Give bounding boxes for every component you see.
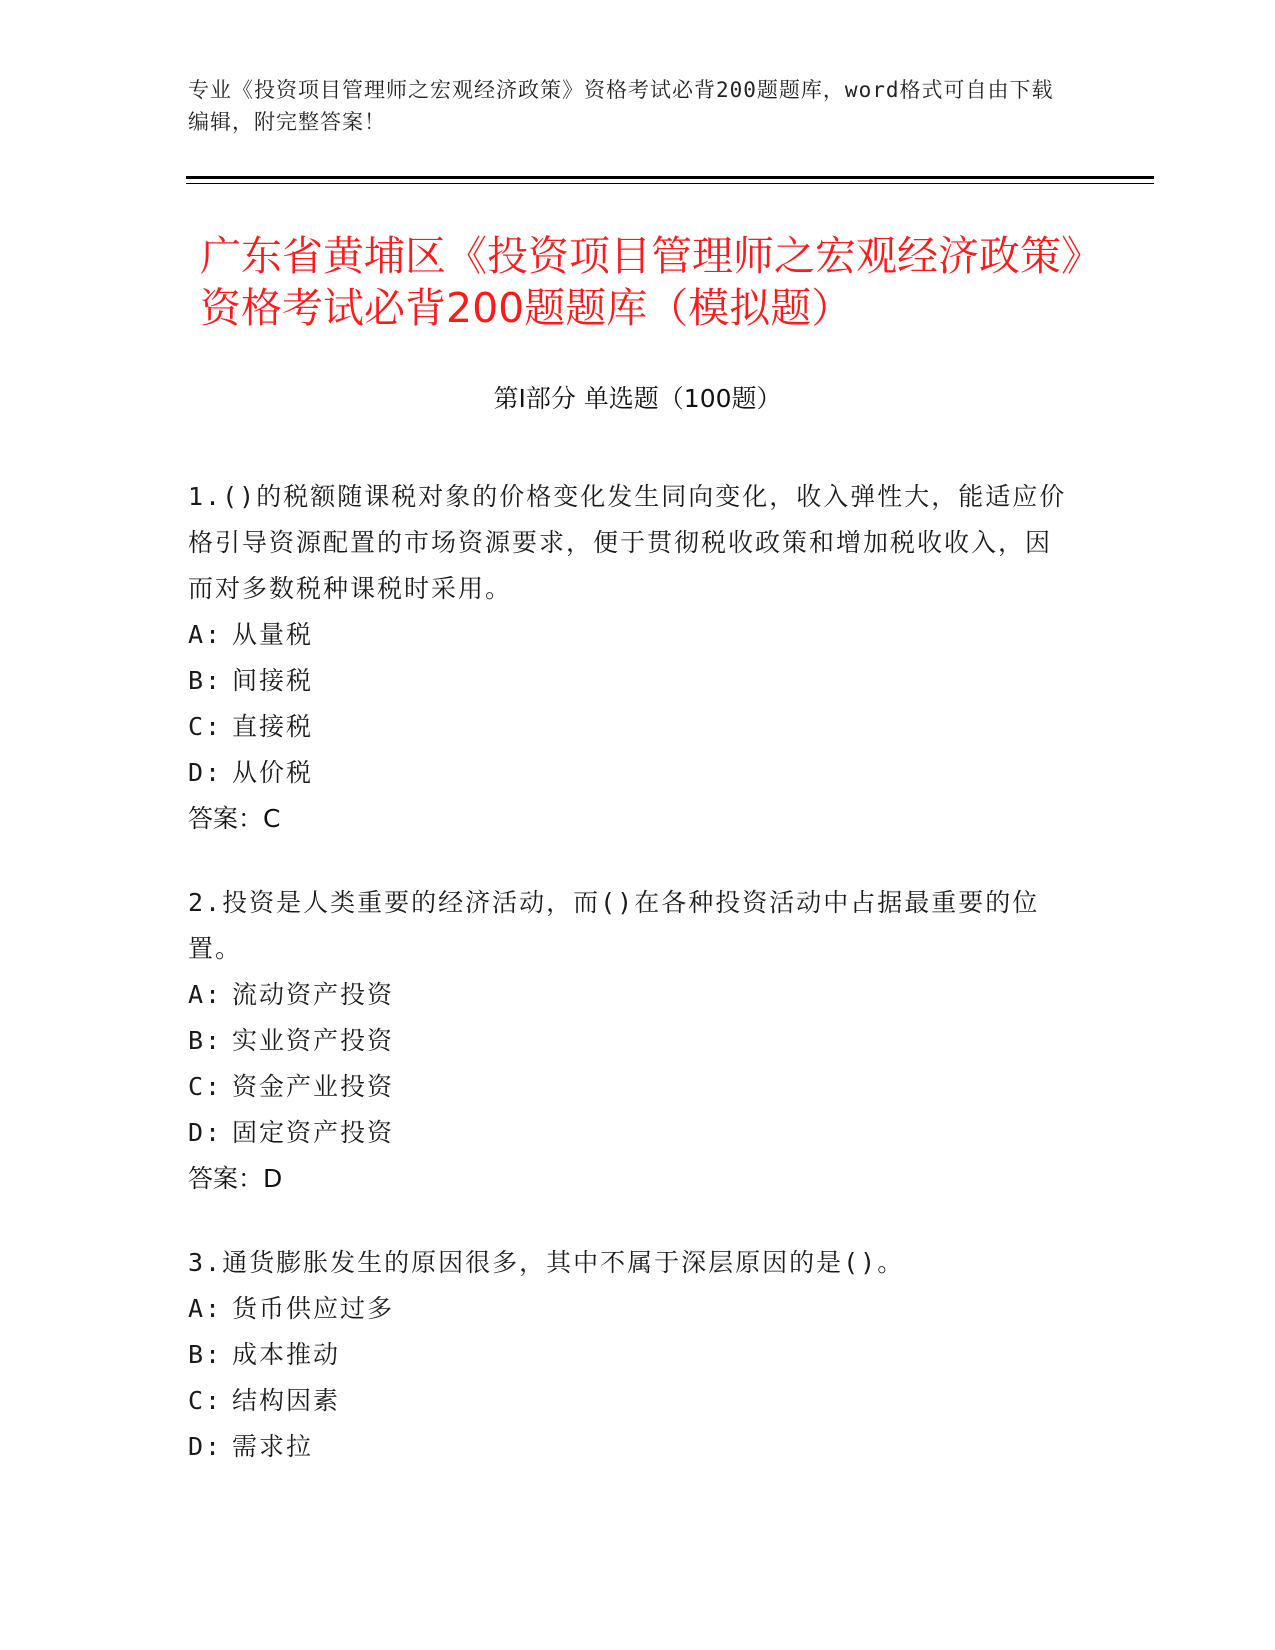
option-key: A: [188, 1294, 223, 1323]
option-text: 从价税 [232, 758, 314, 787]
document-title: 广东省黄埔区《投资项目管理师之宏观经济政策》资格考试必背200题题库（模拟题） [200, 232, 1082, 332]
option-key: A: [188, 620, 223, 649]
question-2 [188, 880, 1068, 1202]
option-key: C: [188, 1072, 223, 1101]
option-d [188, 1110, 1068, 1156]
option-text: 成本推动 [232, 1340, 341, 1369]
question-stem: 2.投资是人类重要的经济活动，而()在各种投资活动中占据最重要的位置。 [188, 888, 1040, 963]
option-a [188, 612, 1068, 658]
option-key: D: [188, 758, 223, 787]
section-title: 第I部分 单选题（100题） [493, 384, 782, 413]
header-divider-thin [186, 183, 1154, 184]
answer: 答案：C [188, 804, 281, 833]
question-3 [188, 1240, 1068, 1470]
option-key: D: [188, 1432, 223, 1461]
option-text: 结构因素 [232, 1386, 341, 1415]
option-text: 间接税 [232, 666, 314, 695]
question-stem: 1.()的税额随课税对象的价格变化发生同向变化，收入弹性大，能适应价格引导资源配置的市场资源要求，便于贯彻税收政策和增加税收收入，因而对多数税种课税时采用。 [188, 482, 1067, 603]
option-b [188, 658, 1068, 704]
option-d [188, 750, 1068, 796]
option-text: 资金产业投资 [232, 1072, 395, 1101]
question-stem: 3.通货膨胀发生的原因很多，其中不属于深层原因的是()。 [188, 1248, 905, 1277]
option-text: 从量税 [232, 620, 314, 649]
option-key: C: [188, 1386, 223, 1415]
option-a [188, 1286, 1068, 1332]
option-text: 流动资产投资 [232, 980, 395, 1009]
option-text: 实业资产投资 [232, 1026, 395, 1055]
option-b [188, 1018, 1068, 1064]
option-a [188, 972, 1068, 1018]
option-key: B: [188, 666, 223, 695]
answer: 答案：D [188, 1164, 283, 1193]
option-c [188, 1064, 1068, 1110]
option-key: B: [188, 1340, 223, 1369]
option-key: B: [188, 1026, 223, 1055]
header-note: 专业《投资项目管理师之宏观经济政策》资格考试必背200题题库，word格式可自由下载编辑，附完整答案！ [188, 78, 1054, 134]
option-text: 固定资产投资 [232, 1118, 395, 1147]
option-b [188, 1332, 1068, 1378]
option-d [188, 1424, 1068, 1470]
question-list [188, 474, 1068, 1508]
option-text: 货币供应过多 [232, 1294, 395, 1323]
question-1 [188, 474, 1068, 842]
option-c [188, 1378, 1068, 1424]
option-text: 需求拉 [232, 1432, 314, 1461]
option-key: D: [188, 1118, 223, 1147]
header-divider-thick [186, 176, 1154, 179]
option-c [188, 704, 1068, 750]
option-key: A: [188, 980, 223, 1009]
option-text: 直接税 [232, 712, 314, 741]
option-key: C: [188, 712, 223, 741]
